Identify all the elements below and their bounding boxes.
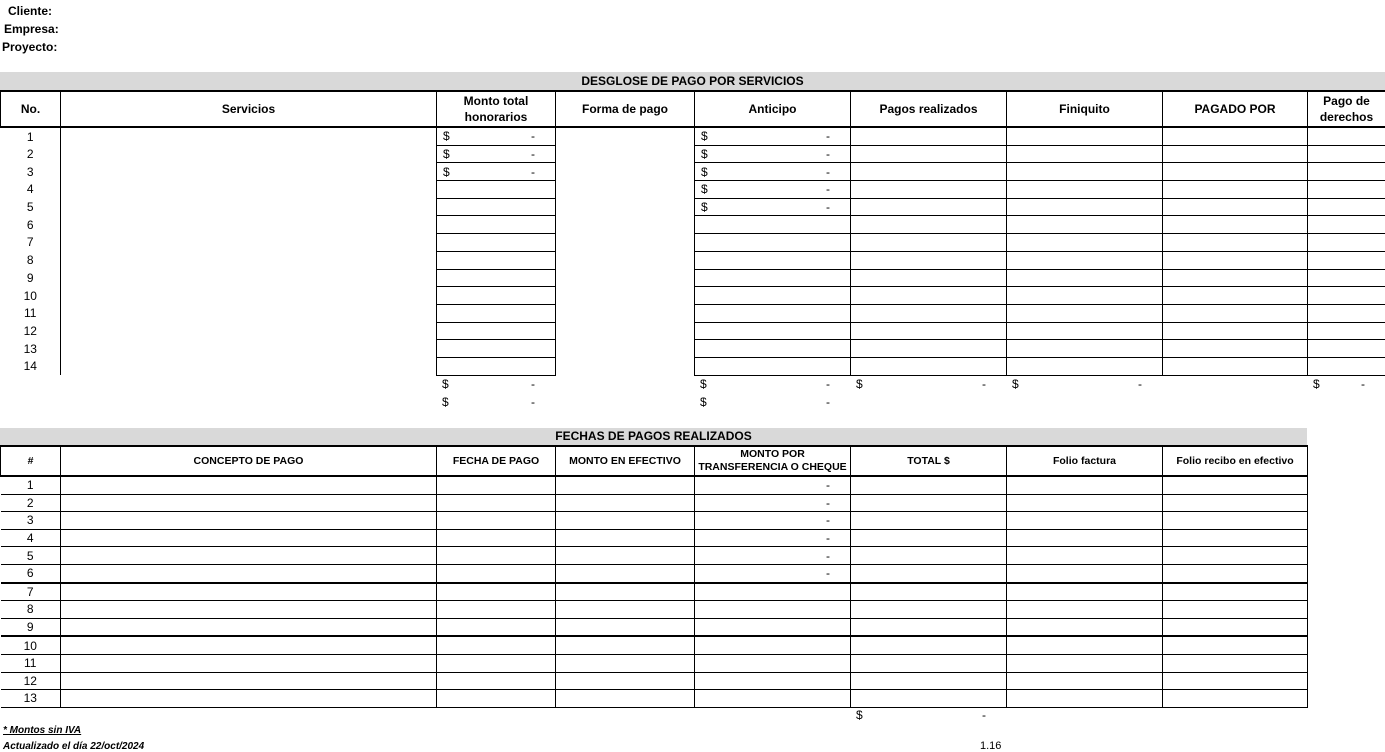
value-cell bbox=[556, 672, 695, 690]
value-cell bbox=[437, 636, 556, 654]
value-cell bbox=[1308, 181, 1385, 199]
service-row bbox=[1, 163, 1385, 181]
value-cell bbox=[1007, 654, 1163, 672]
monto-cell bbox=[437, 287, 556, 305]
value-cell bbox=[1163, 690, 1308, 708]
value-cell bbox=[851, 690, 1007, 708]
col-finiquito: Finiquito bbox=[1007, 91, 1163, 127]
value-cell bbox=[1007, 636, 1163, 654]
value-cell bbox=[61, 583, 437, 601]
col-hash: # bbox=[1, 446, 61, 476]
value-cell bbox=[851, 494, 1007, 512]
value-cell bbox=[1163, 322, 1308, 340]
value-cell bbox=[1308, 216, 1385, 234]
forma-pago-cell bbox=[556, 269, 695, 287]
row-number: 4 bbox=[1, 181, 61, 199]
value-cell bbox=[1007, 601, 1163, 619]
value-cell bbox=[1163, 251, 1308, 269]
row-number: 14 bbox=[1, 357, 61, 375]
monto-cell: $ - bbox=[437, 163, 556, 181]
section1-title: DESGLOSE DE PAGO POR SERVICIOS bbox=[0, 72, 1385, 90]
forma-pago-cell bbox=[556, 198, 695, 216]
transferencia-cell: - bbox=[695, 529, 851, 547]
value-cell bbox=[1007, 322, 1163, 340]
servicio-cell bbox=[61, 304, 437, 322]
row-number: 10 bbox=[1, 636, 61, 654]
value-cell bbox=[1163, 234, 1308, 252]
value-cell bbox=[1163, 529, 1308, 547]
anticipo-cell: $ - bbox=[695, 198, 851, 216]
value-cell bbox=[1007, 216, 1163, 234]
value-cell bbox=[851, 322, 1007, 340]
service-row bbox=[1, 304, 1385, 322]
value-cell bbox=[1163, 304, 1308, 322]
value-cell bbox=[1163, 357, 1308, 375]
value-cell bbox=[1308, 322, 1385, 340]
value-cell bbox=[851, 636, 1007, 654]
service-row bbox=[1, 127, 1385, 145]
forma-pago-cell bbox=[556, 287, 695, 305]
value-cell bbox=[437, 601, 556, 619]
value-cell bbox=[1007, 512, 1163, 530]
service-row bbox=[1, 357, 1385, 375]
row-number: 13 bbox=[1, 690, 61, 708]
value-cell bbox=[437, 564, 556, 582]
value-cell bbox=[1007, 181, 1163, 199]
value-cell bbox=[1007, 476, 1163, 494]
col-forma-pago: Forma de pago bbox=[556, 91, 695, 127]
value-cell bbox=[1163, 163, 1308, 181]
services-payment-table bbox=[0, 90, 1385, 376]
anticipo-cell bbox=[695, 322, 851, 340]
servicio-cell bbox=[61, 198, 437, 216]
servicio-cell bbox=[61, 163, 437, 181]
col-pagado-por: PAGADO POR bbox=[1163, 91, 1308, 127]
servicio-cell bbox=[61, 145, 437, 163]
col-pago-derechos: Pago de derechos bbox=[1308, 91, 1385, 127]
monto-cell bbox=[437, 198, 556, 216]
total-pago-derechos: $ - bbox=[1313, 377, 1365, 391]
col-transferencia: MONTO POR TRANSFERENCIA O CHEQUE bbox=[695, 446, 851, 476]
value-cell bbox=[1308, 357, 1385, 375]
row-number: 2 bbox=[1, 494, 61, 512]
value-cell bbox=[1007, 163, 1163, 181]
value-cell bbox=[556, 547, 695, 565]
value-cell bbox=[61, 672, 437, 690]
value-cell bbox=[437, 583, 556, 601]
value-cell bbox=[61, 529, 437, 547]
value-cell bbox=[851, 234, 1007, 252]
value-cell bbox=[1163, 476, 1308, 494]
value-cell bbox=[437, 654, 556, 672]
value-cell bbox=[851, 216, 1007, 234]
value-cell bbox=[1163, 181, 1308, 199]
value-cell bbox=[437, 476, 556, 494]
col-concepto: CONCEPTO DE PAGO bbox=[61, 446, 437, 476]
value-cell bbox=[851, 269, 1007, 287]
anticipo-cell bbox=[695, 269, 851, 287]
row-number: 13 bbox=[1, 340, 61, 358]
row-number: 6 bbox=[1, 216, 61, 234]
transferencia-cell bbox=[695, 690, 851, 708]
payment-row bbox=[1, 476, 1308, 494]
forma-pago-cell bbox=[556, 216, 695, 234]
transferencia-cell bbox=[695, 672, 851, 690]
row-number: 12 bbox=[1, 322, 61, 340]
value-cell bbox=[1007, 529, 1163, 547]
value-cell bbox=[1007, 618, 1163, 636]
value-cell bbox=[851, 564, 1007, 582]
forma-pago-cell bbox=[556, 181, 695, 199]
value-cell bbox=[851, 476, 1007, 494]
empresa-label: Empresa: bbox=[4, 22, 59, 36]
value-cell bbox=[1163, 583, 1308, 601]
value-cell bbox=[1308, 145, 1385, 163]
transferencia-cell bbox=[695, 601, 851, 619]
value-cell bbox=[851, 304, 1007, 322]
transferencia-cell: - bbox=[695, 476, 851, 494]
value-cell bbox=[61, 601, 437, 619]
monto-cell bbox=[437, 251, 556, 269]
servicio-cell bbox=[61, 269, 437, 287]
value-cell bbox=[437, 690, 556, 708]
value-cell bbox=[1007, 357, 1163, 375]
total-payments: $ - bbox=[856, 708, 986, 722]
value-cell bbox=[1007, 198, 1163, 216]
row-number: 12 bbox=[1, 672, 61, 690]
forma-pago-cell bbox=[556, 145, 695, 163]
total-finiquito: $ - bbox=[1012, 377, 1142, 391]
value-cell bbox=[1308, 269, 1385, 287]
row-number: 1 bbox=[1, 476, 61, 494]
value-cell bbox=[1163, 145, 1308, 163]
payment-row bbox=[1, 618, 1308, 636]
monto-cell bbox=[437, 357, 556, 375]
row-number: 5 bbox=[1, 547, 61, 565]
value-cell bbox=[556, 583, 695, 601]
value-cell bbox=[556, 601, 695, 619]
col-pagos-realizados: Pagos realizados bbox=[851, 91, 1007, 127]
value-cell bbox=[851, 583, 1007, 601]
value-cell bbox=[437, 618, 556, 636]
row-number: 8 bbox=[1, 601, 61, 619]
value-cell bbox=[851, 181, 1007, 199]
col-fecha: FECHA DE PAGO bbox=[437, 446, 556, 476]
servicio-cell bbox=[61, 234, 437, 252]
value-cell bbox=[61, 636, 437, 654]
service-row bbox=[1, 234, 1385, 252]
forma-pago-cell bbox=[556, 357, 695, 375]
value-cell bbox=[851, 357, 1007, 375]
value-cell bbox=[1163, 618, 1308, 636]
row-number: 3 bbox=[1, 512, 61, 530]
row-number: 1 bbox=[1, 127, 61, 145]
value-cell bbox=[1007, 690, 1163, 708]
service-row bbox=[1, 269, 1385, 287]
transferencia-cell bbox=[695, 654, 851, 672]
value-cell bbox=[1308, 234, 1385, 252]
value-cell bbox=[437, 672, 556, 690]
value-cell bbox=[1163, 636, 1308, 654]
service-row bbox=[1, 340, 1385, 358]
forma-pago-cell bbox=[556, 127, 695, 145]
row-number: 7 bbox=[1, 583, 61, 601]
value-cell bbox=[61, 654, 437, 672]
row-number: 7 bbox=[1, 234, 61, 252]
value-cell bbox=[1007, 494, 1163, 512]
anticipo-cell bbox=[695, 216, 851, 234]
forma-pago-cell bbox=[556, 340, 695, 358]
anticipo-cell bbox=[695, 287, 851, 305]
transferencia-cell: - bbox=[695, 547, 851, 565]
value-cell bbox=[851, 547, 1007, 565]
monto-cell bbox=[437, 234, 556, 252]
value-cell bbox=[1007, 304, 1163, 322]
payment-row bbox=[1, 636, 1308, 654]
value-cell bbox=[556, 690, 695, 708]
monto-cell bbox=[437, 340, 556, 358]
servicio-cell bbox=[61, 357, 437, 375]
value-cell bbox=[851, 618, 1007, 636]
updated-date: Actualizado el día 22/oct/2024 bbox=[3, 741, 145, 752]
payment-row bbox=[1, 529, 1308, 547]
section2-title: FECHAS DE PAGOS REALIZADOS bbox=[0, 428, 1307, 445]
anticipo-cell bbox=[695, 234, 851, 252]
total-anticipo-iva: $ - bbox=[700, 395, 830, 409]
value-cell bbox=[1163, 601, 1308, 619]
value-cell bbox=[851, 198, 1007, 216]
value-cell bbox=[1163, 287, 1308, 305]
cliente-label: Cliente: bbox=[8, 4, 53, 18]
row-number: 5 bbox=[1, 198, 61, 216]
servicio-cell bbox=[61, 181, 437, 199]
forma-pago-cell bbox=[556, 234, 695, 252]
col-folio-factura: Folio factura bbox=[1007, 446, 1163, 476]
monto-cell bbox=[437, 269, 556, 287]
payment-row bbox=[1, 564, 1308, 582]
transferencia-cell bbox=[695, 583, 851, 601]
value-cell bbox=[1308, 127, 1385, 145]
value-cell bbox=[556, 476, 695, 494]
value-cell bbox=[1007, 672, 1163, 690]
col-total: TOTAL $ bbox=[851, 446, 1007, 476]
servicio-cell bbox=[61, 287, 437, 305]
monto-cell bbox=[437, 304, 556, 322]
col-efectivo: MONTO EN EFECTIVO bbox=[556, 446, 695, 476]
value-cell bbox=[1007, 340, 1163, 358]
value-cell bbox=[1308, 163, 1385, 181]
value-cell bbox=[1163, 127, 1308, 145]
value-cell bbox=[437, 494, 556, 512]
transferencia-cell: - bbox=[695, 494, 851, 512]
value-cell bbox=[851, 251, 1007, 269]
value-cell bbox=[1007, 269, 1163, 287]
value-cell bbox=[851, 127, 1007, 145]
value-cell bbox=[1308, 287, 1385, 305]
row-number: 9 bbox=[1, 618, 61, 636]
anticipo-cell bbox=[695, 251, 851, 269]
total-monto: $ - bbox=[442, 377, 535, 391]
value-cell bbox=[556, 636, 695, 654]
note-sin-iva: * Montos sin IVA bbox=[3, 725, 82, 736]
value-cell bbox=[1163, 494, 1308, 512]
payment-row bbox=[1, 547, 1308, 565]
servicio-cell bbox=[61, 340, 437, 358]
value-cell bbox=[61, 564, 437, 582]
servicio-cell bbox=[61, 322, 437, 340]
value-cell bbox=[851, 287, 1007, 305]
value-cell bbox=[61, 512, 437, 530]
value-cell bbox=[1163, 547, 1308, 565]
payment-row bbox=[1, 654, 1308, 672]
iva-factor: 1.16 bbox=[980, 740, 1002, 752]
proyecto-label: Proyecto: bbox=[2, 40, 58, 54]
value-cell bbox=[851, 672, 1007, 690]
value-cell bbox=[1308, 304, 1385, 322]
service-row bbox=[1, 322, 1385, 340]
anticipo-cell bbox=[695, 304, 851, 322]
service-row bbox=[1, 181, 1385, 199]
transferencia-cell: - bbox=[695, 564, 851, 582]
service-row bbox=[1, 287, 1385, 305]
row-number: 9 bbox=[1, 269, 61, 287]
transferencia-cell bbox=[695, 636, 851, 654]
value-cell bbox=[1308, 340, 1385, 358]
value-cell bbox=[1163, 198, 1308, 216]
value-cell bbox=[1163, 654, 1308, 672]
row-number: 4 bbox=[1, 529, 61, 547]
value-cell bbox=[437, 529, 556, 547]
col-folio-recibo: Folio recibo en efectivo bbox=[1163, 446, 1308, 476]
payment-dates-table bbox=[0, 445, 1308, 708]
payment-row bbox=[1, 690, 1308, 708]
anticipo-cell bbox=[695, 340, 851, 358]
value-cell bbox=[851, 145, 1007, 163]
anticipo-cell: $ - bbox=[695, 145, 851, 163]
services-totals bbox=[436, 375, 1385, 411]
row-number: 8 bbox=[1, 251, 61, 269]
anticipo-cell: $ - bbox=[695, 163, 851, 181]
value-cell bbox=[61, 547, 437, 565]
value-cell bbox=[1163, 512, 1308, 530]
value-cell bbox=[1007, 234, 1163, 252]
servicio-cell bbox=[61, 127, 437, 145]
value-cell bbox=[556, 512, 695, 530]
value-cell bbox=[1007, 547, 1163, 565]
value-cell bbox=[556, 529, 695, 547]
col-monto-total: Monto total honorarios bbox=[437, 91, 556, 127]
service-row bbox=[1, 145, 1385, 163]
service-row bbox=[1, 216, 1385, 234]
payment-row bbox=[1, 601, 1308, 619]
service-row bbox=[1, 198, 1385, 216]
row-number: 11 bbox=[1, 304, 61, 322]
value-cell bbox=[1007, 287, 1163, 305]
payment-row bbox=[1, 583, 1308, 601]
forma-pago-cell bbox=[556, 322, 695, 340]
anticipo-cell: $ - bbox=[695, 181, 851, 199]
value-cell bbox=[1007, 564, 1163, 582]
value-cell bbox=[1007, 127, 1163, 145]
value-cell bbox=[1007, 251, 1163, 269]
value-cell bbox=[437, 512, 556, 530]
monto-cell: $ - bbox=[437, 127, 556, 145]
value-cell bbox=[556, 494, 695, 512]
forma-pago-cell bbox=[556, 304, 695, 322]
forma-pago-cell bbox=[556, 251, 695, 269]
row-number: 11 bbox=[1, 654, 61, 672]
value-cell bbox=[1163, 269, 1308, 287]
value-cell bbox=[61, 618, 437, 636]
total-monto-iva: $ - bbox=[442, 395, 535, 409]
servicio-cell bbox=[61, 251, 437, 269]
row-number: 6 bbox=[1, 564, 61, 582]
anticipo-cell: $ - bbox=[695, 127, 851, 145]
anticipo-cell bbox=[695, 357, 851, 375]
col-no: No. bbox=[1, 91, 61, 127]
value-cell bbox=[556, 654, 695, 672]
row-number: 3 bbox=[1, 163, 61, 181]
payment-row bbox=[1, 672, 1308, 690]
value-cell bbox=[1308, 198, 1385, 216]
monto-cell bbox=[437, 181, 556, 199]
value-cell bbox=[61, 690, 437, 708]
value-cell bbox=[851, 601, 1007, 619]
value-cell bbox=[1163, 216, 1308, 234]
value-cell bbox=[851, 163, 1007, 181]
monto-cell bbox=[437, 322, 556, 340]
value-cell bbox=[1007, 583, 1163, 601]
col-anticipo: Anticipo bbox=[695, 91, 851, 127]
value-cell bbox=[437, 547, 556, 565]
value-cell bbox=[1163, 340, 1308, 358]
value-cell bbox=[556, 564, 695, 582]
value-cell bbox=[1163, 672, 1308, 690]
monto-cell bbox=[437, 216, 556, 234]
value-cell bbox=[1007, 145, 1163, 163]
value-cell bbox=[61, 476, 437, 494]
monto-cell: $ - bbox=[437, 145, 556, 163]
transferencia-cell bbox=[695, 618, 851, 636]
row-number: 2 bbox=[1, 145, 61, 163]
total-anticipo: $ - bbox=[700, 377, 830, 391]
payment-row bbox=[1, 512, 1308, 530]
forma-pago-cell bbox=[556, 163, 695, 181]
payment-row bbox=[1, 494, 1308, 512]
value-cell bbox=[851, 340, 1007, 358]
value-cell bbox=[61, 494, 437, 512]
value-cell bbox=[851, 529, 1007, 547]
value-cell bbox=[851, 512, 1007, 530]
servicio-cell bbox=[61, 216, 437, 234]
service-row bbox=[1, 251, 1385, 269]
transferencia-cell: - bbox=[695, 512, 851, 530]
row-number: 10 bbox=[1, 287, 61, 305]
value-cell bbox=[1308, 251, 1385, 269]
value-cell bbox=[556, 618, 695, 636]
value-cell bbox=[1163, 564, 1308, 582]
value-cell bbox=[851, 654, 1007, 672]
col-servicios: Servicios bbox=[61, 91, 437, 127]
total-pagos-realizados: $ - bbox=[856, 377, 986, 391]
